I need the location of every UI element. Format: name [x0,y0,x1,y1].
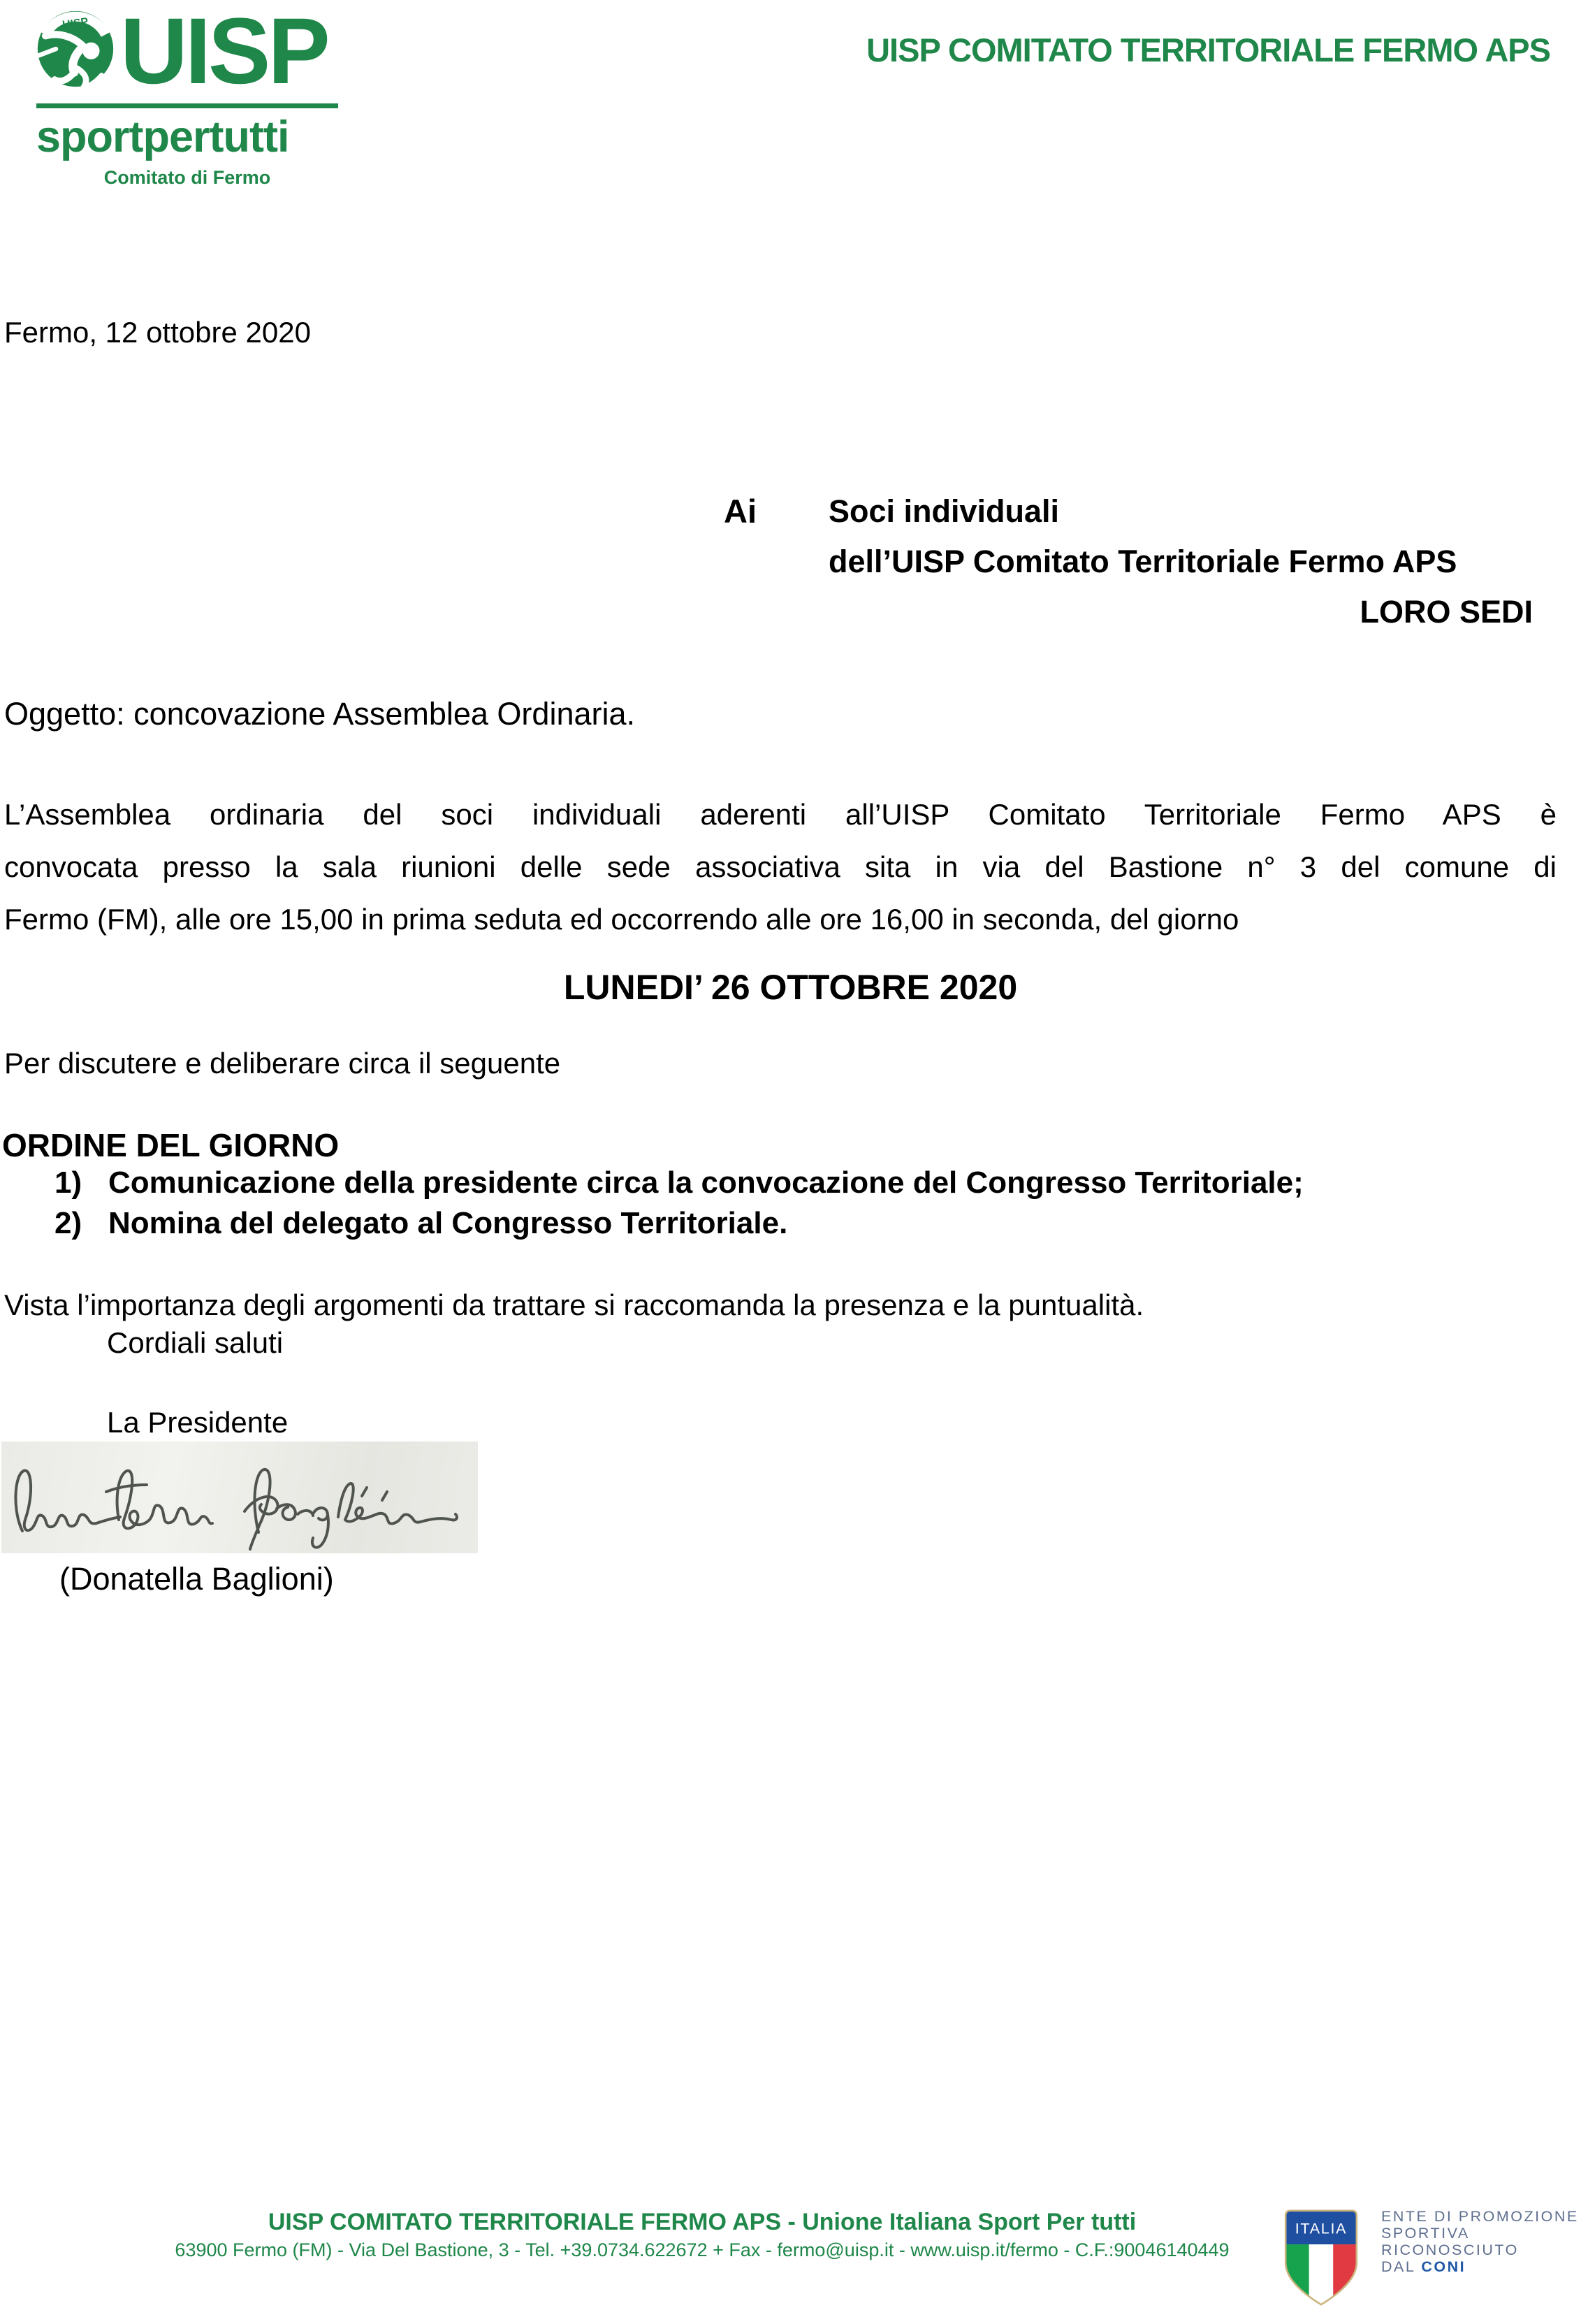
agenda-title: ORDINE DEL GIORNO [2,1127,340,1163]
logo-committee-label: Comitato di Fermo [103,167,271,188]
coni-line-4 [1381,2258,1579,2275]
meeting-date: LUNEDI’ 26 OTTOBRE 2020 [563,968,1018,1007]
logo-divider-rule [36,103,338,108]
logo-uisp-wordmark: UISP [120,0,328,103]
agenda-item-number: 1) [54,1165,82,1200]
footer-org-line: UISP COMITATO TERRITORIALE FERMO APS - Unione Italiana Sport Per tutti [268,2209,1137,2235]
signature-image [1,1441,478,1553]
shield-italia-label: ITALIA [1295,2220,1348,2237]
agenda-item-text: Comunicazione della presidente circa la convocazione del Congresso Territoriale; [108,1165,1304,1200]
agenda-item-text: Nomina del delegato al Congresso Territoriale. [108,1206,788,1240]
recipient-line-2: dell’UISP Comitato Territoriale Fermo APS [829,544,1457,579]
badge-uisp-label: UISP [61,15,89,31]
signer-role: La Presidente [107,1406,289,1439]
org-title: UISP COMITATO TERRITORIALE FERMO APS [866,31,1550,68]
body-line-3: Fermo (FM), alle ore 15,00 in prima seduta ed occorrendo alle ore 16,00 in seconda, del giorno [4,903,1239,936]
handwritten-signature-icon [1,1441,478,1553]
coni-text-lines [1381,2202,1579,2313]
coni-dal-label: DAL [1381,2258,1416,2275]
recipient-lines [829,486,1533,637]
uisp-runner-badge-icon [36,10,115,88]
coni-line-3: RICONOSCIUTO [1381,2242,1519,2258]
recipient-line-3: LORO SEDI [1360,594,1533,630]
logo-subtitle: sportpertutti [36,112,289,161]
footer-text [42,2207,1362,2263]
body-line-2: convocata presso la sala riunioni delle sede associativa sita in via del Bastione n° 3 del comune di [4,850,1557,883]
coni-recognition-block [1282,2202,1579,2313]
signer-name: (Donatella Baglioni) [59,1561,334,1597]
subject-line: Oggetto: concovazione Assemblea Ordinaria. [4,696,636,732]
footer-contact-line: 63900 Fermo (FM) - Via Del Bastione, 3 - Tel. +39.0734.622672 + Fax - fermo@uisp.it - www.uisp.it/fermo - C.F.:90046140449 [175,2239,1230,2260]
date-line: Fermo, 12 ottobre 2020 [4,316,311,349]
coni-line-2: SPORTIVA [1381,2225,1470,2242]
body-line-1: L’Assemblea ordinaria del soci individuali aderenti all’UISP Comitato Territoriale Fermo APS è [4,798,1557,831]
body-paragraph [4,788,1557,945]
recipient-line-1: Soci individuali [829,493,1060,529]
agenda-item-number: 2) [54,1206,82,1240]
coni-label: CONI [1421,2258,1466,2275]
agenda-item [54,1165,1522,1200]
recipient-to-label: Ai [724,493,757,530]
recipient-block [724,486,1533,637]
closing-note: Vista l’importanza degli argomenti da trattare si raccomanda la presenza e la puntualità. [4,1288,1144,1321]
coni-line-1: ENTE DI PROMOZIONE [1381,2208,1579,2225]
agenda-intro: Per discutere e deliberare circa il seguente [4,1047,561,1080]
logo-top-row [36,0,338,103]
agenda-item [54,1206,1522,1241]
italia-shield-icon [1282,2202,1360,2313]
salutation: Cordiali saluti [107,1326,284,1359]
uisp-logo [36,0,338,189]
